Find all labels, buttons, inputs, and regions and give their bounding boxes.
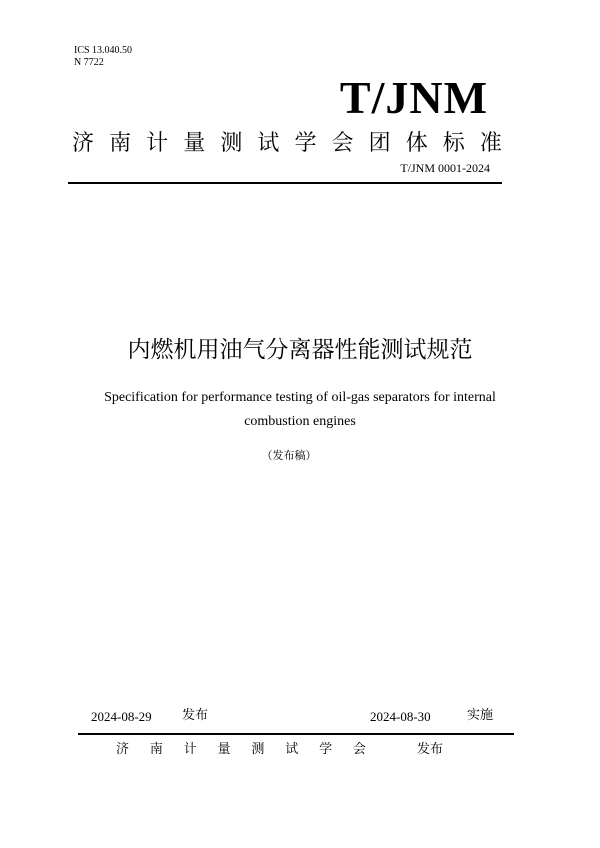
effective-label: 实施 xyxy=(467,708,494,723)
effective-date: 2024-08-30 xyxy=(370,709,431,724)
issuer-char: 济 xyxy=(116,742,130,757)
organization-standard-title xyxy=(72,129,502,159)
org-title-char: 济 xyxy=(72,131,95,156)
org-title-char: 准 xyxy=(479,131,502,156)
org-title-char: 测 xyxy=(220,131,243,156)
issuer-char: 学 xyxy=(319,742,333,757)
issue-label: 发布 xyxy=(417,742,444,757)
standard-number: T/JNM 0001-2024 xyxy=(400,161,490,175)
document-stage: （发布稿） xyxy=(261,449,317,462)
org-title-char: 南 xyxy=(109,131,132,156)
standard-brand-mark: T/JNM xyxy=(339,72,488,123)
ics-code: ICS 13.040.50 xyxy=(74,45,133,56)
publish-date: 2024-08-29 xyxy=(91,709,152,724)
org-title-char: 标 xyxy=(442,131,465,156)
org-title-char: 团 xyxy=(368,131,391,156)
issuer-char: 南 xyxy=(149,742,163,757)
header-divider xyxy=(68,182,502,184)
issuer-char: 量 xyxy=(217,742,231,757)
org-title-char: 学 xyxy=(294,131,317,156)
org-title-char: 体 xyxy=(405,131,428,156)
document-title-en: Specification for performance testing of oil-gas separators for internal combustion engines xyxy=(104,390,496,429)
issuer-char: 计 xyxy=(183,742,197,757)
issuer-char: 会 xyxy=(352,742,366,757)
issuer-char: 试 xyxy=(285,742,299,757)
footer-divider xyxy=(78,733,514,735)
org-title-char: 会 xyxy=(331,131,354,156)
issuer-char: 测 xyxy=(251,742,265,757)
publish-label: 发布 xyxy=(182,708,209,723)
org-title-char: 量 xyxy=(183,131,206,156)
issuing-organization xyxy=(116,740,366,760)
document-title-cn: 内燃机用油气分离器性能测试规范 xyxy=(127,337,473,363)
org-title-char: 计 xyxy=(146,131,169,156)
org-title-char: 试 xyxy=(257,131,280,156)
ccs-code: N 7722 xyxy=(74,57,104,68)
